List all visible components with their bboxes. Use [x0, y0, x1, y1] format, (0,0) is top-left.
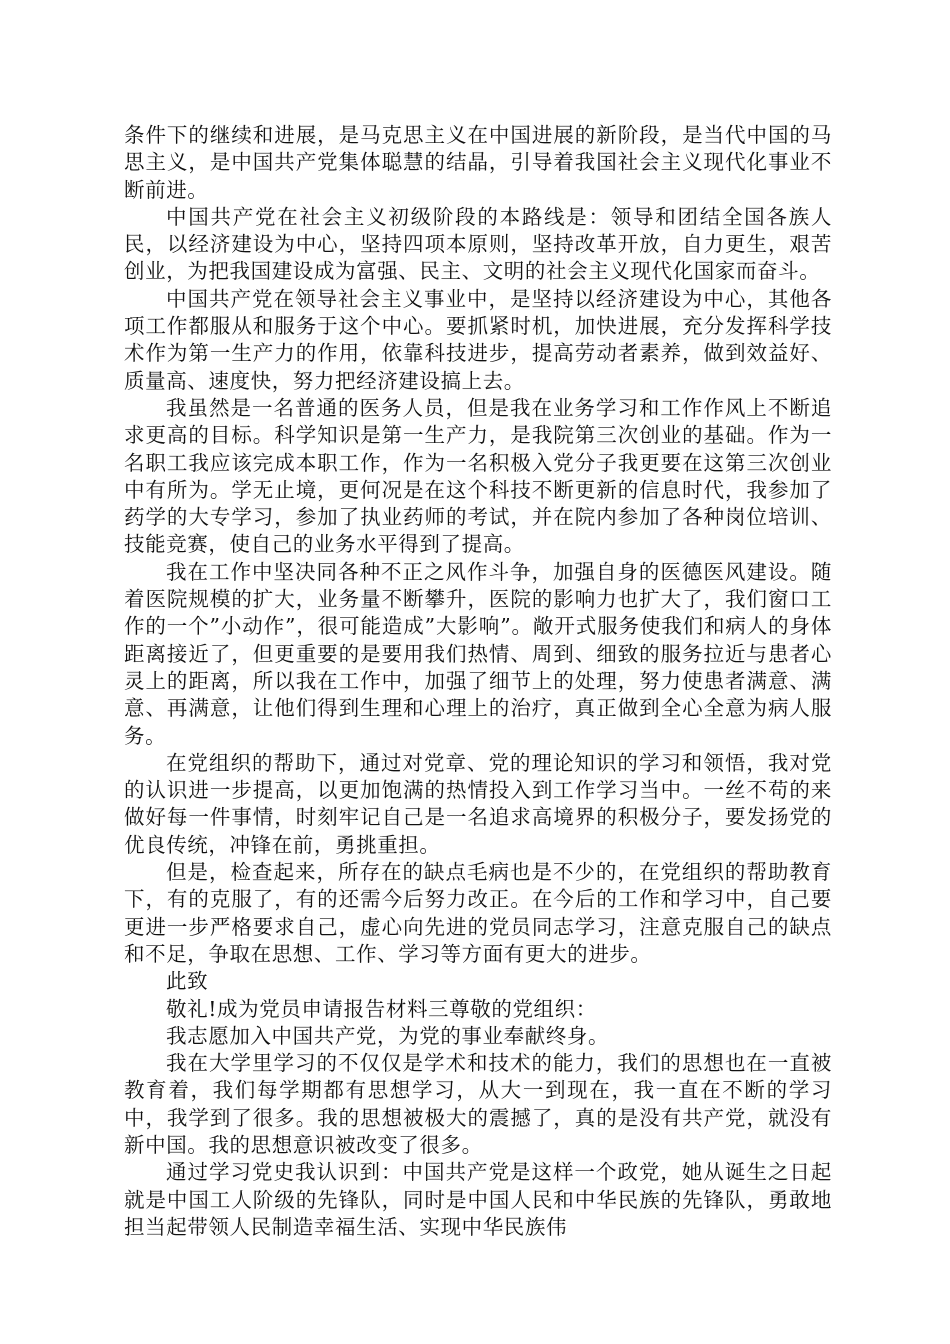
paragraph-2: 中国共产党在社会主义初级阶段的本路线是：领导和团结全国各族人民，以经济建设为中心，坚持四项本原则，坚持改革开放，自力更生，艰苦创业，为把我国建设成为富强、民主、文明的社会主义现代化国家而奋斗。	[124, 204, 832, 284]
closing-regards-heading: 敬礼!成为党员申请报告材料三尊敬的党组织：	[166, 996, 597, 1021]
closing-salutation: 此致	[166, 969, 209, 994]
paragraph-9: 我在大学里学习的不仅仅是学术和技术的能力，我们的思想也在一直被教育着，我们每学期都有思想学习，从大一到现在，我一直在不断的学习中，我学到了很多。我的思想被极大的震撼了，真的是没有共产党，就没有新中国。我的思想意识被改变了很多。	[124, 1051, 832, 1157]
document-body	[124, 122, 832, 1241]
paragraph-6: 在党组织的帮助下，通过对党章、党的理论知识的学习和领悟，我对党的认识进一步提高，以更加饱满的热情投入到工作学习当中。一丝不苟的来做好每一件事情，时刻牢记自己是一名追求高境界的积极分子，要发扬党的优良传统，冲锋在前，勇挑重担。	[124, 750, 832, 857]
paragraph-3: 中国共产党在领导社会主义事业中，是坚持以经济建设为中心，其他各项工作都服从和服务于这个中心。要抓紧时机，加快进展，充分发挥科学技术作为第一生产力的作用，依靠科技进步，提高劳动者素养，做到效益好、质量高、速度快，努力把经济建设搞上去。	[124, 286, 832, 393]
paragraph-1: 条件下的继续和进展，是马克思主义在中国进展的新阶段，是当代中国的马思主义，是中国共产党集体聪慧的结晶，引导着我国社会主义现代化事业不断前进。	[124, 123, 832, 202]
paragraph-5: 我在工作中坚决同各种不正之风作斗争，加强自身的医德医风建设。随着医院规模的扩大，业务量不断攀升，医院的影响力也扩大了，我们窗口工作的一个”小动作”，很可能造成”大影响”。敞开式服务使我们和病人的身体距离接近了，但更重要的是要用我们热情、周到、细致的服务拉近与患者心灵上的距离，所以我在工作中，加强了细节上的处理，努力使患者满意、满意、再满意，让他们得到生理和心理上的治疗，真正做到全心全意为病人服务。	[124, 559, 832, 748]
paragraph-10: 通过学习党史我认识到：中国共产党是这样一个政党，她从诞生之日起就是中国工人阶级的先锋队，同时是中国人民和中华民族的先锋队，勇敢地担当起带领人民制造幸福生活、实现中华民族伟	[124, 1160, 832, 1239]
paragraph-7: 但是，检查起来，所存在的缺点毛病也是不少的，在党组织的帮助教育下，有的克服了，有的还需今后努力改正。在今后的工作和学习中，自己要更进一步严格要求自己，虚心向先进的党员同志学习，注意克服自己的缺点和不足，争取在思想、工作、学习等方面有更大的进步。	[124, 860, 832, 966]
paragraph-8: 我志愿加入中国共产党，为党的事业奉献终身。	[166, 1023, 610, 1048]
paragraph-4: 我虽然是一名普通的医务人员，但是我在业务学习和工作作风上不断追求更高的目标。科学知识是第一生产力，是我院第三次创业的基础。作为一名职工我应该完成本职工作，作为一名积极入党分子我更要在这第三次创业中有所为。学无止境，更何况是在这个科技不断更新的信息时代，我参加了药学的大专学习，参加了执业药师的考试，并在院内参加了各种岗位培训、技能竞赛，使自己的业务水平得到了提高。	[124, 395, 832, 557]
